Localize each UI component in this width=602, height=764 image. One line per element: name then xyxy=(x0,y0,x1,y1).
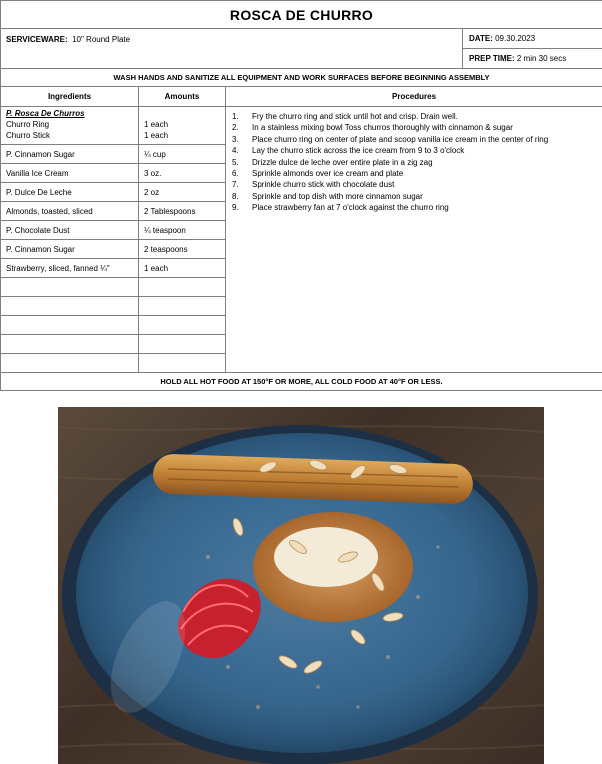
serviceware-value: 10" Round Plate xyxy=(72,35,131,44)
ingredient-name: P. Cinnamon Sugar xyxy=(1,240,139,259)
ingredient-name: Churro Ring xyxy=(6,120,50,129)
ingredient-name xyxy=(1,316,139,335)
serviceware xyxy=(1,29,463,69)
procedure-step: 3. Place churro ring on center of plate and scoop vanilla ice cream in the center of ring xyxy=(232,134,549,144)
ingredient-amount: ¼ cup xyxy=(139,145,226,164)
prep-time-value: 2 min 30 secs xyxy=(516,54,567,63)
ingredient-name xyxy=(1,354,139,373)
ingredient-amount: ¼ teaspoon xyxy=(139,221,226,240)
ingredients-header: Ingredients xyxy=(1,87,139,107)
ingredient-amount xyxy=(139,297,226,316)
ingredient-amount xyxy=(139,278,226,297)
page-title: ROSCA DE CHURRO xyxy=(1,1,602,29)
ingredient-amount: 2 oz xyxy=(139,183,226,202)
ingredient-name: Almonds, toasted, sliced xyxy=(1,202,139,221)
date-label: DATE: xyxy=(469,34,493,43)
date xyxy=(463,29,602,49)
ingredient-amount: 1 each xyxy=(144,131,169,140)
date-value: 09.30.2023 xyxy=(495,34,536,43)
prep-time-label: PREP TIME: xyxy=(469,54,515,63)
hold-notice: HOLD ALL HOT FOOD AT 150°F OR MORE, ALL COLD FOOD AT 40°F OR LESS. xyxy=(1,373,602,391)
procedure-step: 7. Sprinkle churro stick with chocolate dust xyxy=(232,180,395,190)
procedures-list xyxy=(226,107,602,373)
amounts-header: Amounts xyxy=(139,87,226,107)
procedure-step: 9. Place strawberry fan at 7 o'clock against the churro ring xyxy=(232,203,449,213)
ingredient-amount: 2 Tablespoons xyxy=(139,202,226,221)
procedure-step: 4. Lay the churro stick across the ice cream from 9 to 3 o'clock xyxy=(232,146,465,156)
ingredient-name: P. Dulce De Leche xyxy=(1,183,139,202)
sub-recipe-name: P. Rosca De Churros xyxy=(6,109,85,118)
ingredient-name xyxy=(1,278,139,297)
serviceware-label: SERVICEWARE: xyxy=(6,35,68,44)
ingredient-name: Strawberry, sliced, fanned ¼" xyxy=(1,259,139,278)
dish-illustration xyxy=(58,407,544,764)
ingredient-name: Churro Stick xyxy=(6,131,51,140)
procedure-step: 2. In a stainless mixing bowl Toss churros thoroughly with cinnamon & sugar xyxy=(232,123,513,133)
wash-notice: WASH HANDS AND SANITIZE ALL EQUIPMENT AND WORK SURFACES BEFORE BEGINNING ASSEMBLY xyxy=(1,69,602,87)
ingredient-name xyxy=(1,335,139,354)
prep-time xyxy=(463,49,602,69)
ingredient-amount xyxy=(139,316,226,335)
sub-recipe-amounts xyxy=(139,107,226,145)
ingredient-amount: 1 each xyxy=(139,259,226,278)
dish-photo xyxy=(58,407,544,764)
procedure-step: 6. Sprinkle almonds over ice cream and plate xyxy=(232,169,404,179)
procedure-step: 5. Drizzle dulce de leche over entire plate in a zig zag xyxy=(232,157,433,167)
procedure-step: 1. Fry the churro ring and stick until hot and crisp. Drain well. xyxy=(232,112,458,121)
ingredient-name xyxy=(1,297,139,316)
ingredient-amount xyxy=(139,335,226,354)
ingredient-name: P. Chocolate Dust xyxy=(1,221,139,240)
ingredient-amount: 1 each xyxy=(144,120,169,129)
sub-recipe-ingredients xyxy=(1,107,139,145)
procedure-step: 8. Sprinkle and top dish with more cinnamon sugar xyxy=(232,191,423,201)
ingredient-name: P. Cinnamon Sugar xyxy=(1,145,139,164)
ingredient-amount: 2 teaspoons xyxy=(139,240,226,259)
ingredient-amount xyxy=(139,354,226,373)
procedures-header: Procedures xyxy=(226,87,602,107)
ingredient-name: Vanilla Ice Cream xyxy=(1,164,139,183)
ice-cream xyxy=(274,527,378,587)
ingredient-amount: 3 oz. xyxy=(139,164,226,183)
